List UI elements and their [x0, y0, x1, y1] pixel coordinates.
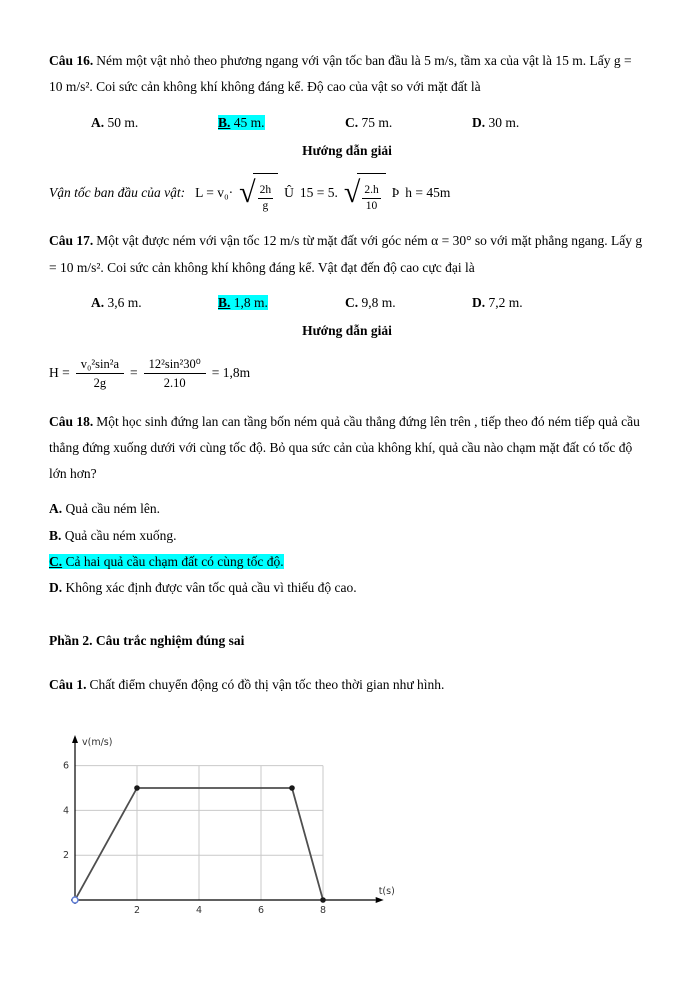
question-17-label: Câu 17. [49, 233, 94, 249]
svg-text:4: 4 [195, 905, 203, 917]
option-letter: B. [49, 527, 62, 543]
option-letter: C. [345, 294, 359, 310]
option-text: 45 m. [233, 114, 265, 130]
formula-result: h = 45m [405, 185, 451, 201]
question-18-text: Một học sinh đứng lan can tầng bốn ném quả cầu thẳng đứng lên trên , tiếp theo đó ném tiếp quả cầu thẳng đứng xuống dưới với cùng tốc độ. Bỏ qua sức cản của không khí, quả cầu nào chạm mặt đất có tốc độ lớn hơn? [49, 413, 640, 482]
option-text: 1,8 m. [233, 294, 268, 310]
solution-16-formula [49, 170, 645, 216]
option-letter: A. [91, 294, 105, 310]
question-1-label: Câu 1. [49, 677, 87, 692]
sqrt-expression [344, 173, 386, 214]
question-17 [49, 228, 645, 281]
part-2-heading: Phần 2. Câu trắc nghiệm đúng sai [49, 632, 245, 648]
answer-highlight [218, 295, 268, 310]
option-text: 30 m. [488, 114, 520, 130]
question-17-text: Một vật được ném với vận tốc 12 m/s từ mặt đất với góc ném α = 30° so với mặt phẳng ngang. Lấy g = 10 m/s². Coi sức cản không khí không đáng kể. Vật đạt đến độ cao cực đại là [49, 233, 643, 275]
formula-symbol: Þ [391, 185, 400, 201]
formula-part: H = [49, 365, 70, 381]
question-18-options [49, 496, 645, 601]
option-text: 9,8 m. [361, 294, 396, 310]
radical-sign: √ [239, 176, 256, 210]
svg-text:2: 2 [133, 905, 141, 917]
option-letter: D. [472, 114, 486, 130]
option-letter: A. [91, 114, 105, 130]
answer-highlight [49, 554, 284, 569]
option-18-d [49, 575, 645, 601]
option-18-b [49, 523, 645, 549]
svg-text:v(m/s): v(m/s) [82, 737, 113, 749]
option-letter: B. [218, 294, 231, 310]
fraction: $\frac{2h}{g}$ [259, 183, 272, 212]
question-18 [49, 409, 645, 488]
option-17-a [91, 290, 218, 316]
option-16-c [345, 110, 472, 136]
fraction: $\frac{\text{v₀²sin²a}}{2g}$ [76, 355, 124, 392]
answer-highlight [218, 115, 265, 130]
svg-text:2: 2 [62, 850, 69, 862]
formula-17 [49, 355, 250, 392]
option-16-b-correct [218, 110, 345, 136]
option-text: 7,2 m. [488, 294, 523, 310]
formula-symbol: Û [284, 185, 294, 201]
svg-text:6: 6 [257, 905, 265, 917]
formula-16 [195, 173, 450, 214]
option-text: Cả hai quả cầu chạm đất có cùng tốc độ. [65, 554, 284, 570]
option-17-c [345, 290, 472, 316]
question-16-options [49, 110, 645, 136]
option-16-a [91, 110, 218, 136]
formula-symbol: = [130, 365, 138, 381]
question-16-text: Ném một vật nhỏ theo phương ngang với vận tốc ban đầu là 5 m/s, tầm xa của vật là 15 m. Lấy g = 10 m/s². Coi sức cản không khí không đáng kể. Độ cao của vật so với mặt đất là [49, 53, 632, 95]
solution-16-lead: Vận tốc ban đầu của vật: [49, 185, 186, 201]
question-1-text: Chất điểm chuyển động có đồ thị vận tốc theo thời gian như hình. [89, 677, 445, 692]
option-16-d [472, 110, 519, 136]
option-18-c-correct [49, 549, 645, 575]
fraction: $\frac{2.h}{10}$ [364, 183, 379, 212]
option-text: 50 m. [107, 114, 139, 130]
option-text: Quả cầu ném xuống. [64, 527, 177, 543]
formula-part: 15 = 5. [299, 185, 338, 201]
svg-text:4: 4 [62, 805, 69, 817]
fraction: $\frac{\text{12²sin²30⁰}}{2.10}$ [144, 355, 206, 392]
question-16 [49, 48, 645, 101]
solution-17-formula [49, 351, 645, 397]
formula-result: = 1,8m [211, 365, 251, 381]
option-text: Quả cầu ném lên. [65, 501, 160, 517]
option-letter: A. [49, 501, 63, 517]
svg-text:6: 6 [62, 760, 69, 772]
velocity-time-graph-container [59, 732, 645, 935]
option-17-b-correct [218, 290, 345, 316]
solution-heading-16: Hướng dẫn giải [302, 142, 392, 158]
option-text: 3,6 m. [107, 294, 142, 310]
option-18-a [49, 496, 645, 522]
svg-text:t(s): t(s) [378, 886, 395, 898]
question-18-label: Câu 18. [49, 413, 94, 429]
question-16-label: Câu 16. [49, 53, 94, 68]
sqrt-expression [239, 173, 278, 214]
option-letter: D. [49, 580, 63, 596]
option-text: Không xác định được vân tốc quả cầu vì thiếu độ cao. [65, 580, 357, 596]
solution-heading-17: Hướng dẫn giải [302, 323, 392, 339]
question-1 [49, 672, 645, 698]
radical-sign: √ [343, 176, 361, 210]
option-letter: C. [49, 554, 63, 570]
option-17-d [472, 290, 523, 316]
question-17-options [49, 290, 645, 316]
option-letter: B. [218, 114, 231, 130]
option-text: 75 m. [361, 114, 393, 130]
svg-text:8: 8 [319, 905, 327, 917]
option-letter: D. [472, 294, 486, 310]
option-letter: C. [345, 114, 359, 130]
velocity-time-graph [59, 732, 411, 926]
formula-part: L = v₀· [195, 185, 234, 201]
